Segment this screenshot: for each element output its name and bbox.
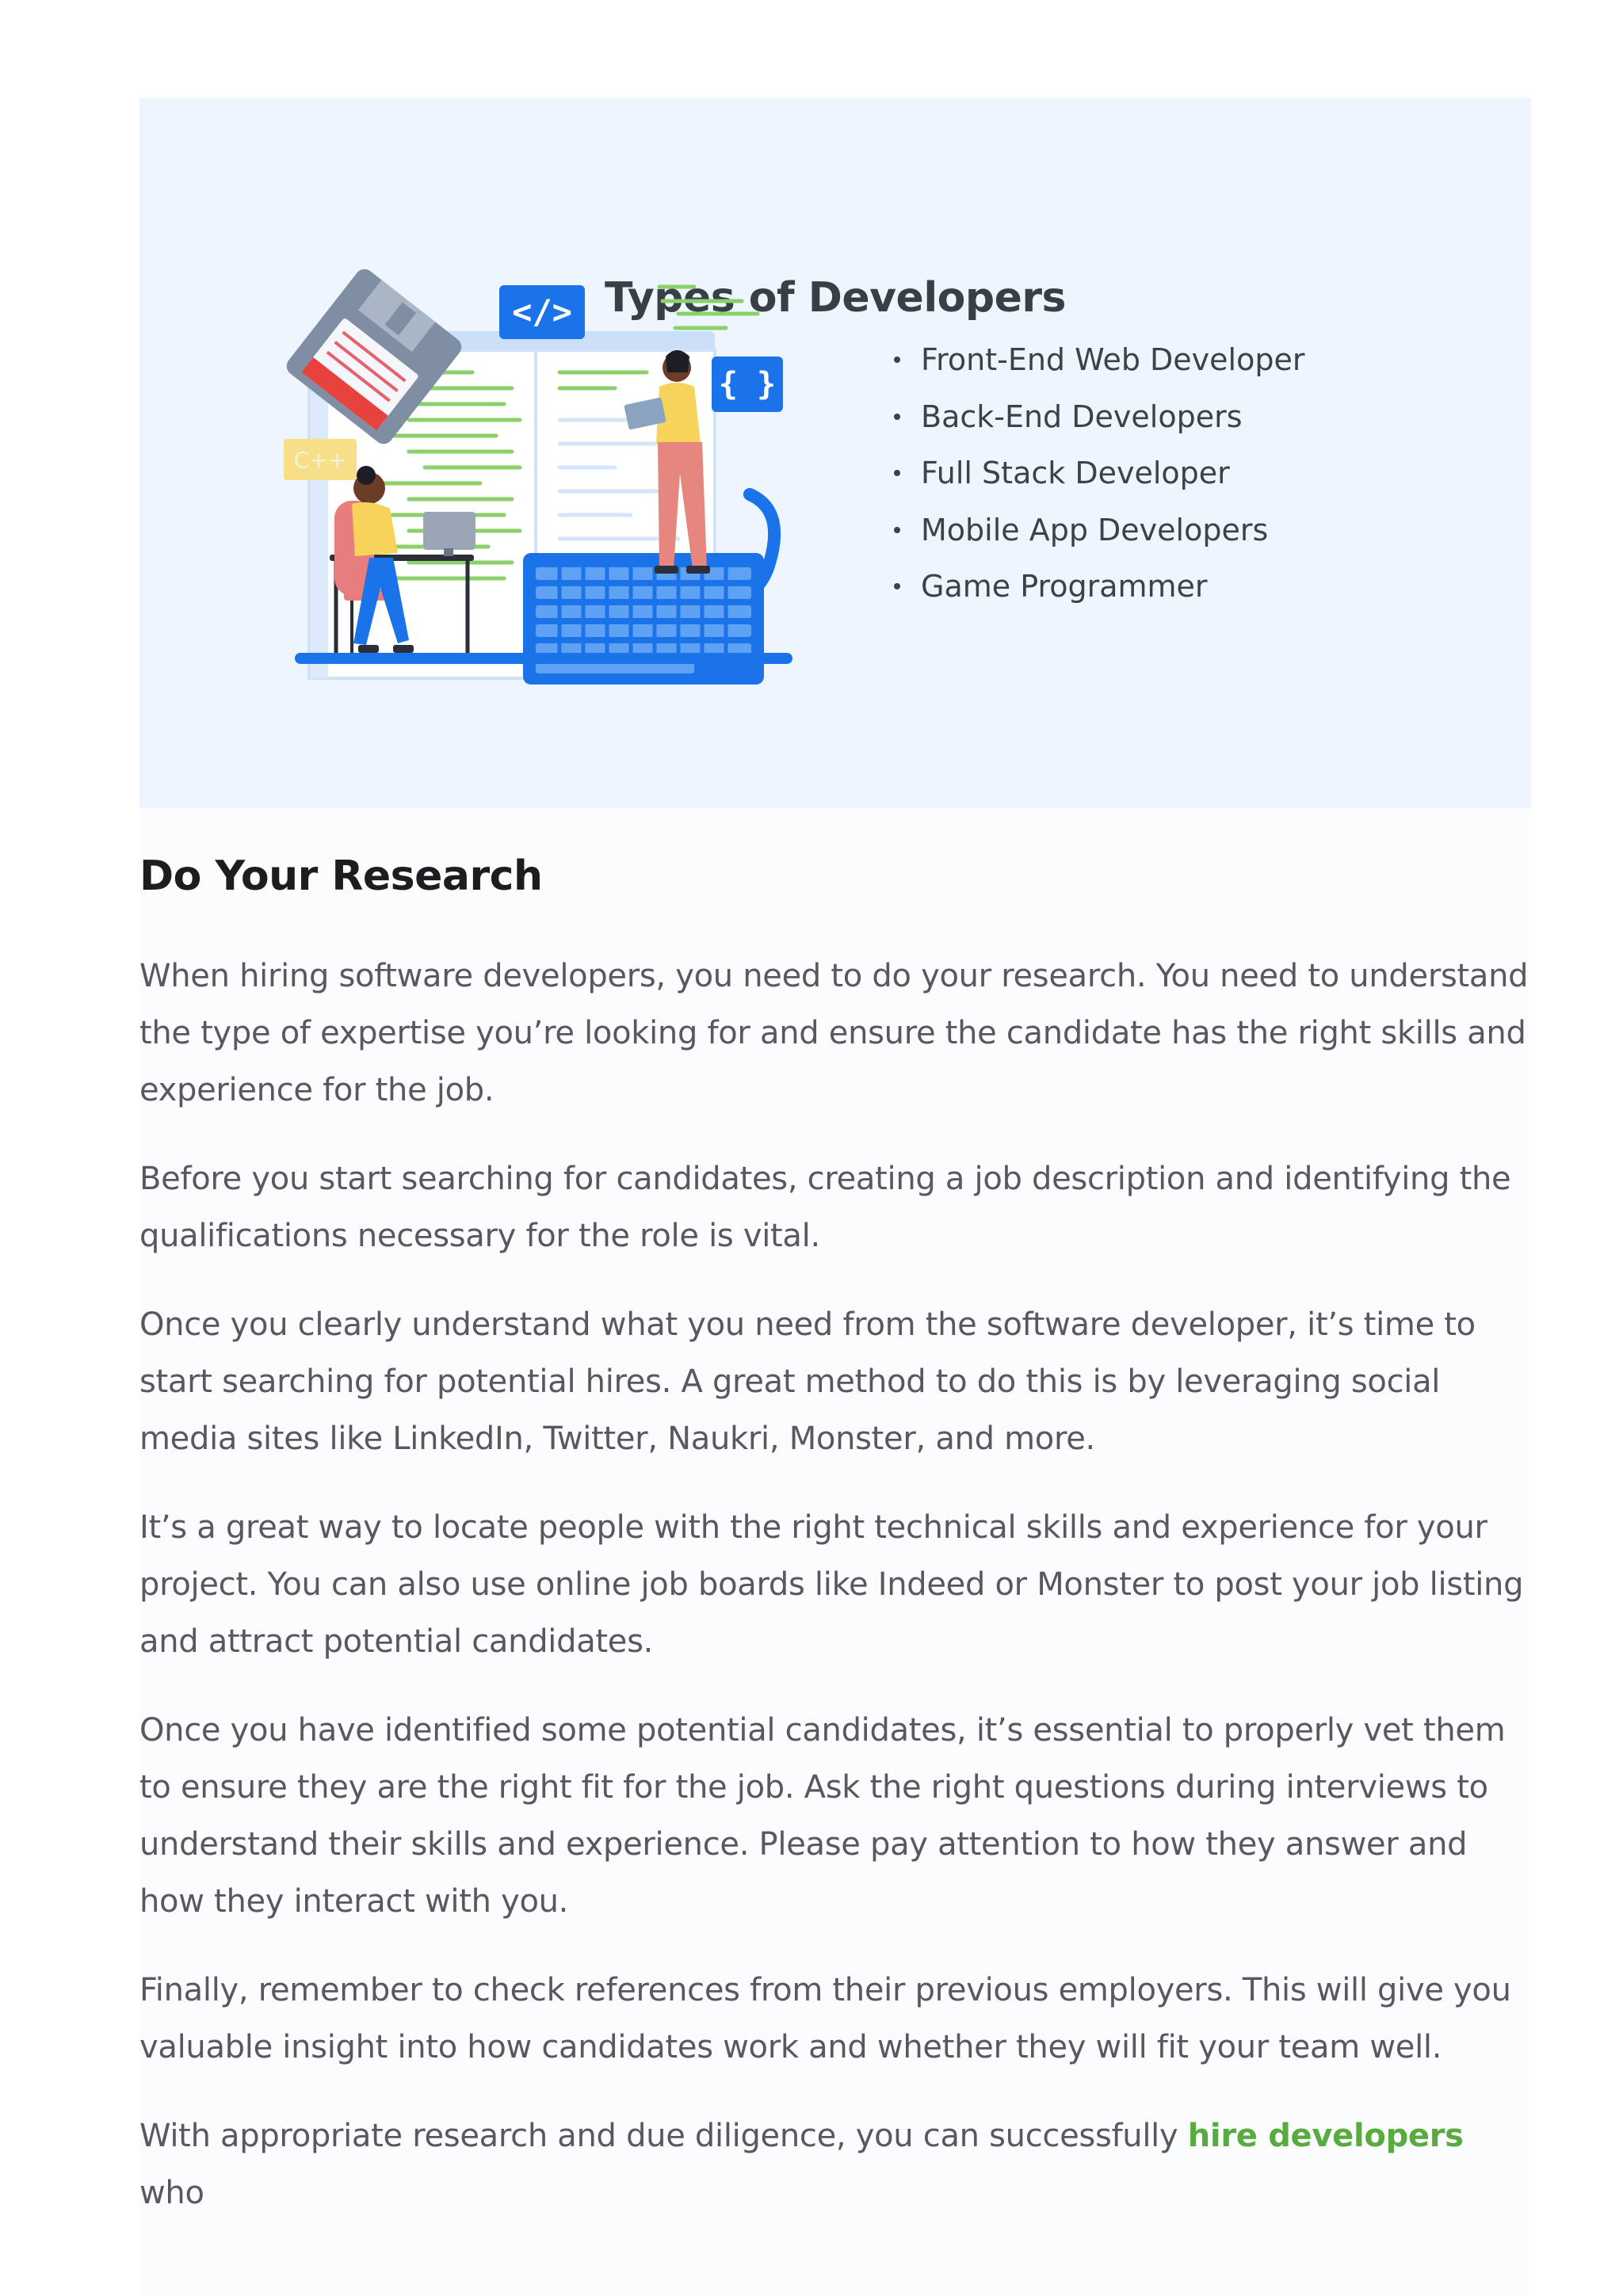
floor-line	[295, 653, 792, 664]
hire-developers-link[interactable]: hire developers	[1187, 2118, 1464, 2154]
list-item: Game Programmer	[870, 563, 1304, 620]
list-item: Front-End Web Developer	[870, 336, 1304, 393]
paragraph-last	[139, 2107, 1534, 2222]
svg-text:C++: C++	[293, 447, 347, 473]
paragraph: It’s a great way to locate people with the right technical skills and experience for your project. You can also use online job boards like Indeed or Monster to post your job listing and attract potential candidates.	[139, 1509, 1524, 1660]
keyboard	[523, 553, 764, 685]
code-tag-icon	[499, 285, 585, 339]
list-item: Full Stack Developer	[870, 449, 1304, 506]
floating-code-lines	[659, 287, 758, 328]
figure-title: Types of Developers	[605, 274, 1066, 322]
paragraph: Once you have identified some potential candidates, it’s essential to properly vet them to ensure they are the right fit for the job. Ask the right questions during interviews to understand their skills and experience. Please pay attention to how they answer and how they interact with you.	[139, 1712, 1506, 1920]
paragraph-text-after: who	[139, 2175, 204, 2211]
paragraph: Once you clearly understand what you need from the software developer, it’s time to start searching for potential hires. A great method to do this is by leveraging social media sites like LinkedIn, Twitter, Naukri, Monster, and more.	[139, 1306, 1476, 1457]
article-body	[139, 948, 1534, 2253]
section-heading: Do Your Research	[139, 852, 543, 900]
svg-text:{ }: { }	[718, 366, 777, 402]
developers-illustration	[139, 98, 1531, 808]
paragraph: Finally, remember to check references from their previous employers. This will give you valuable insight into how candidates work and whether they will fit your team well.	[139, 1972, 1511, 2065]
braces-icon	[712, 357, 783, 412]
list-item: Back-End Developers	[870, 393, 1304, 450]
developer-types-list	[870, 336, 1304, 620]
paragraph: Before you start searching for candidates, creating a job description and identifying the qualifications necessary for the role is vital.	[139, 1161, 1511, 1254]
list-item: Mobile App Developers	[870, 506, 1304, 563]
cpp-tag-icon	[284, 439, 357, 480]
paragraph-text-before: With appropriate research and due diligence, you can successfully	[139, 2118, 1188, 2154]
paragraph: When hiring software developers, you need to do your research. You need to understand the type of expertise you’re looking for and ensure the candidate has the right skills and experience for the job.	[139, 958, 1529, 1108]
svg-text:</>: </>	[512, 292, 572, 331]
